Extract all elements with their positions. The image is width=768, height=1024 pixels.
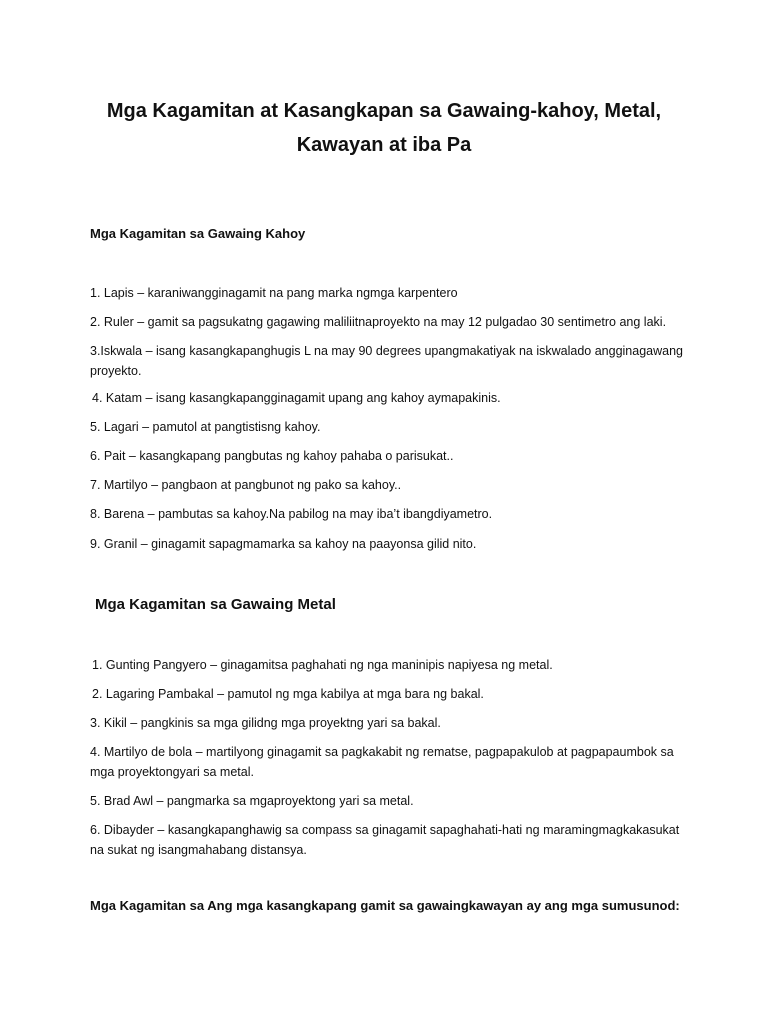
list-item: 4. Martilyo de bola – martilyong ginagamit sa pagkakabit ng rematse, pagpapakulob at pagpapaumbok sa mga proyektongyari sa metal. [90,745,674,779]
list-item: 5. Brad Awl – pangmarka sa mgaproyektong yari sa metal. [90,794,414,808]
document-title-line-2: Kawayan at iba Pa [296,134,472,156]
list-item: 7. Martilyo – pangbaon at pangbunot ng pako sa kahoy.. [90,478,402,492]
section-heading-metal: Mga Kagamitan sa Gawaing Metal [95,596,336,613]
list-item: 4. Katam – isang kasangkapangginagamit upang ang kahoy aymapakinis. [92,391,501,405]
list-item: 3.Iskwala – isang kasangkapanghugis L na may 90 degrees upangmakatiyak na iskwalado angginagawang proyekto. [90,344,683,378]
list-item: 6. Pait – kasangkapang pangbutas ng kahoy pahaba o parisukat.. [90,449,454,463]
list-item: 8. Barena – pambutas sa kahoy.Na pabilog na may iba’t ibangdiyametro. [90,507,493,521]
document-title-line-1: Mga Kagamitan at Kasangkapan sa Gawaing-kahoy, Metal, [106,100,662,122]
section-heading-kawayan: Mga Kagamitan sa Ang mga kasangkapang gamit sa gawaingkawayan ay ang mga sumusunod: [90,898,680,913]
list-item: 1. Gunting Pangyero – ginagamitsa paghahati ng nga maninipis napiyesa ng metal. [92,658,553,672]
list-item: 2. Ruler – gamit sa pagsukatng gagawing maliliitnaproyekto na may 12 pulgadao 30 sentimetro ang laki. [90,315,667,329]
section-heading-kahoy: Mga Kagamitan sa Gawaing Kahoy [90,226,306,241]
list-item: 9. Granil – ginagamit sapagmamarka sa kahoy na paayonsa gilid nito. [90,537,477,551]
list-item: 1. Lapis – karaniwangginagamit na pang marka ngmga karpentero [90,286,458,300]
list-item: 6. Dibayder – kasangkapanghawig sa compass sa ginagamit sapaghahati-hati ng maramingmagkakasukat na sukat ng isangmahabang distansya. [90,823,680,857]
list-item: 3. Kikil – pangkinis sa mga gilidng mga proyektng yari sa bakal. [90,716,441,730]
list-item: 2. Lagaring Pambakal – pamutol ng mga kabilya at mga bara ng bakal. [92,687,484,701]
list-item: 5. Lagari – pamutol at pangtistisng kahoy. [90,420,321,434]
